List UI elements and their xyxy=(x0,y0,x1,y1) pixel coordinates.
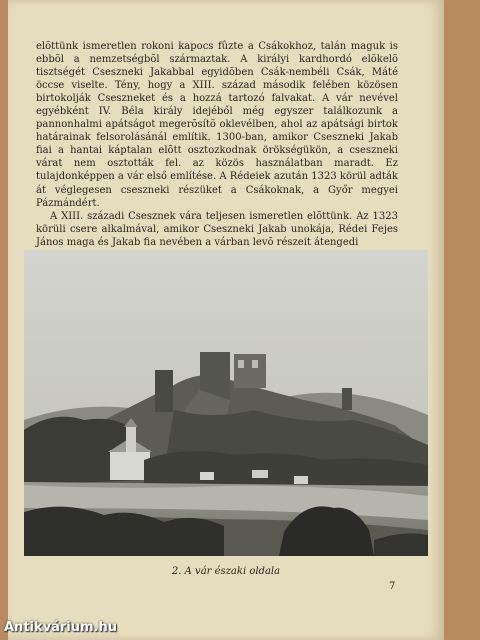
paragraph-2: A XIII. századi Csesznеk vára teljesen ismeretlen elõttünk. Az 1323 körüli csere alkalmával, amikor Csesznеki Jakab unokája, Rédei Fejes János maga és Jakab fia nevében a várban levõ részeit átengedi xyxy=(36,210,398,248)
watermark-logo: Antikvárium.hu xyxy=(4,620,117,635)
paragraph-1: elõttünk ismeretlen rokoni kapocs fûzte a Csákokhoz, talán maguk is ebbõl a nemzetségbõl származtak. A királyi kardhordó elõkelõ tisztségét Csesznеki Jakabbal egyidõben Csák-nembéli Csák, Máté öccse viselte. Tény, hogy a XIII. század második felében közösen birtokolják Csesznеket és a hozzá tartozó falvakat. A vár nevével egyébként IV. Béla király idejéből még egyszer találkozunk a pannonhalmi apátságot megerõsítõ oklevélben, ahol az apátsági birtok határainak felsorolásánál említik. 1300-ban, amikor Csesznеki Jakab fiai a hantai káptalan elõtt osztozkodnak örökségükön, a csesznеki várat nem osztották fel. az közös használatban maradt. Ez tulajdonképpen a vár első említése. A Rédeiek azután 1323 körül adták át véglegesen csesznеki részüket a Csákoknak, a Győr megyei Pázmándért. xyxy=(36,41,398,209)
book-page xyxy=(8,0,444,640)
body-text xyxy=(36,40,398,249)
castle-photo xyxy=(24,250,428,556)
photo-caption: 2. A vár északi oldala xyxy=(171,566,281,577)
page-number: 7 xyxy=(389,581,396,592)
